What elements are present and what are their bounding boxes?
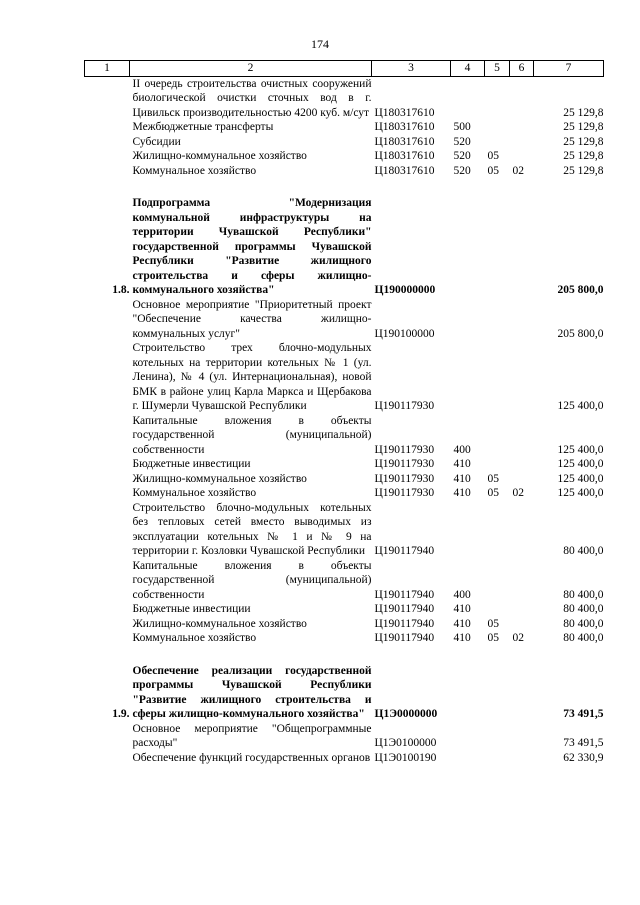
row-vr: 410 (453, 487, 471, 499)
row-name: Жилищно-коммунальное хозяйство (132, 150, 307, 162)
row-name: Коммунальное хозяйство (132, 164, 257, 177)
row-number (85, 602, 130, 617)
row-rz: 05 (487, 487, 499, 499)
row-vr: 520 (453, 150, 471, 162)
table-row (85, 457, 604, 472)
row-rz (485, 196, 510, 298)
row-number (85, 414, 130, 458)
row-vr: 410 (453, 458, 471, 470)
row-code: Ц190117940 (374, 588, 435, 601)
row-pr (510, 298, 534, 342)
row-vr (451, 664, 485, 722)
row-pr (510, 602, 534, 617)
table-header-row (85, 61, 604, 77)
row-number (85, 486, 130, 501)
row-rz (485, 664, 510, 722)
page-number: 174 (311, 37, 329, 51)
row-vr: 410 (453, 632, 471, 644)
header-cell-name: 2 (130, 61, 372, 77)
header-cell-code: 3 (372, 61, 451, 77)
row-code: Ц180317610 (374, 164, 435, 177)
row-name: Коммунальное хозяйство (132, 487, 257, 499)
row-name: Основное мероприятие "Приоритетный проект "Обеспечение качества жилищно-коммунальных услуг" (132, 298, 372, 340)
row-amount: 80 400,0 (563, 632, 604, 644)
row-pr (510, 341, 534, 414)
row-number: 1.9. (112, 708, 130, 720)
row-code: Ц180317610 (374, 106, 435, 119)
row-rz: 05 (487, 617, 499, 630)
spacer-row (85, 646, 604, 664)
row-number (85, 751, 130, 766)
row-name: Жилищно-коммунальное хозяйство (132, 472, 307, 485)
row-amount: 80 400,0 (563, 588, 604, 601)
row-code: Ц180317610 (374, 121, 435, 133)
row-number: 1.8. (112, 284, 130, 296)
row-amount: 25 129,8 (563, 150, 604, 162)
row-code: Ц180317610 (374, 150, 435, 162)
row-amount: 125 400,0 (557, 472, 604, 485)
table-row (85, 120, 604, 135)
row-name: Подпрограмма "Модернизация коммунальной инфраструктуры на территории Чувашской Республики" государственной программы Чувашской Республики "Развитие жилищного строительства и сферы жилищно-коммунального хозяйства" (132, 197, 372, 296)
row-vr: 500 (453, 121, 471, 133)
row-vr (451, 501, 485, 559)
row-code: Ц1Э0100190 (374, 751, 437, 764)
row-rz: 05 (487, 150, 499, 162)
row-name: Капитальные вложения в объекты государственной (муниципальной) собственности (132, 559, 372, 601)
row-pr (510, 722, 534, 751)
row-vr (451, 76, 485, 120)
row-number (85, 76, 130, 120)
header-cell-rz: 5 (485, 61, 510, 77)
row-amount: 80 400,0 (563, 603, 604, 615)
row-code: Ц180317610 (374, 135, 435, 148)
row-amount: 205 800,0 (557, 327, 604, 340)
row-code: Ц190117940 (374, 617, 435, 630)
row-code: Ц190117930 (374, 487, 435, 499)
row-rz (485, 501, 510, 559)
row-name: Субсидии (132, 135, 181, 148)
table-row (85, 298, 604, 342)
table-row (85, 472, 604, 487)
row-code: Ц190117940 (374, 632, 435, 644)
table-row (85, 501, 604, 559)
row-amount: 25 129,8 (563, 135, 604, 148)
row-vr: 410 (453, 603, 471, 615)
row-pr (510, 196, 534, 298)
row-number (85, 559, 130, 603)
row-rz (485, 414, 510, 458)
row-pr (510, 120, 534, 135)
row-rz (485, 341, 510, 414)
row-pr (510, 457, 534, 472)
row-vr (451, 751, 485, 766)
row-name: Жилищно-коммунальное хозяйство (132, 617, 307, 630)
row-vr: 400 (453, 443, 471, 456)
row-code: Ц1Э0000000 (374, 708, 438, 720)
row-number (85, 164, 130, 179)
row-vr: 520 (453, 135, 471, 148)
table-row (85, 664, 604, 722)
table-row (85, 559, 604, 603)
table-row (85, 341, 604, 414)
row-code: Ц190117940 (374, 545, 435, 557)
row-vr: 400 (453, 588, 471, 601)
table-row (85, 486, 604, 501)
row-name: Капитальные вложения в объекты государственной (муниципальной) собственности (132, 414, 372, 456)
row-number (85, 617, 130, 632)
row-name: Строительство трех блочно-модульных котельных на территории котельных № 1 (ул. Ленина), № 4 (ул. Интернациональная), новой БМК в районе улиц Карла Маркса и Щербакова г. Шумерли Чувашской Республики (132, 342, 372, 412)
row-rz (485, 76, 510, 120)
spacer-cell (85, 646, 604, 664)
table-body (85, 76, 604, 765)
row-code: Ц190117940 (374, 603, 435, 615)
row-number (85, 149, 130, 164)
row-amount: 125 400,0 (557, 400, 604, 412)
row-amount: 125 400,0 (557, 443, 604, 456)
row-number (85, 298, 130, 342)
row-amount: 73 491,5 (563, 708, 604, 720)
row-name: II очередь строительства очистных сооружений биологической очистки сточных вод в г. Цивильск производительностью 4200 куб. м/сут (132, 77, 372, 119)
row-pr (510, 414, 534, 458)
row-rz (485, 457, 510, 472)
row-name: Строительство блочно-модульных котельных без тепловых сетей вместо выводимых из эксплуатации котельных № 1 и № 9 на территории г. Козловки Чувашской Республики (132, 501, 372, 557)
table-row (85, 196, 604, 298)
row-number (85, 135, 130, 150)
row-vr: 410 (453, 617, 471, 630)
row-amount: 25 129,8 (563, 164, 604, 177)
row-pr (510, 751, 534, 766)
spacer-cell (85, 178, 604, 196)
row-rz (485, 298, 510, 342)
row-vr: 520 (453, 164, 471, 177)
row-code: Ц1Э0100000 (374, 737, 437, 749)
row-amount: 80 400,0 (563, 617, 604, 630)
row-number (85, 722, 130, 751)
table-row (85, 149, 604, 164)
row-name: Межбюджетные трансферты (132, 121, 274, 133)
row-code: Ц190117930 (374, 400, 435, 412)
row-rz (485, 135, 510, 150)
table-row (85, 631, 604, 646)
budget-table (84, 60, 604, 765)
row-pr (510, 135, 534, 150)
row-pr: 02 (512, 164, 524, 177)
row-pr (510, 472, 534, 487)
row-pr (510, 501, 534, 559)
row-amount: 125 400,0 (557, 458, 604, 470)
row-vr (451, 722, 485, 751)
row-pr: 02 (512, 632, 524, 644)
row-name: Основное мероприятие "Общепрограммные расходы" (132, 722, 372, 749)
header-cell-pr: 6 (510, 61, 534, 77)
table-row (85, 164, 604, 179)
header-cell-vr: 4 (451, 61, 485, 77)
row-rz (485, 722, 510, 751)
row-number (85, 501, 130, 559)
table-row (85, 722, 604, 751)
row-rz (485, 559, 510, 603)
table-row (85, 751, 604, 766)
row-vr (451, 341, 485, 414)
row-rz (485, 751, 510, 766)
row-rz (485, 602, 510, 617)
row-code: Ц190117930 (374, 443, 435, 456)
row-vr (451, 196, 485, 298)
table-row (85, 135, 604, 150)
row-amount: 205 800,0 (557, 284, 604, 296)
row-pr (510, 559, 534, 603)
row-name: Обеспечение реализации государственной программы Чувашской Республики "Развитие жилищного строительства и сферы жилищно-коммунального хозяйства" (132, 664, 372, 720)
row-pr (510, 617, 534, 632)
row-number (85, 457, 130, 472)
row-amount: 80 400,0 (563, 545, 604, 557)
row-number (85, 631, 130, 646)
row-pr: 02 (512, 487, 524, 499)
row-code: Ц190100000 (374, 327, 435, 340)
row-amount: 25 129,8 (563, 106, 604, 119)
row-rz: 05 (487, 632, 499, 644)
row-name: Бюджетные инвестиции (132, 603, 251, 615)
table-row (85, 76, 604, 120)
row-amount: 125 400,0 (557, 487, 604, 499)
header-cell-num: 1 (85, 61, 130, 77)
spacer-row (85, 178, 604, 196)
row-code: Ц190117930 (374, 472, 435, 485)
row-vr: 410 (453, 472, 471, 485)
row-vr (451, 298, 485, 342)
row-amount: 62 330,9 (563, 751, 604, 764)
row-name: Обеспечение функций государственных органов (132, 751, 371, 764)
row-rz (485, 120, 510, 135)
row-number (85, 472, 130, 487)
row-number (85, 341, 130, 414)
row-code: Ц190000000 (374, 284, 436, 296)
row-amount: 73 491,5 (563, 737, 604, 749)
row-rz: 05 (487, 164, 499, 177)
row-pr (510, 76, 534, 120)
row-number (85, 120, 130, 135)
row-amount: 25 129,8 (563, 121, 604, 133)
row-pr (510, 149, 534, 164)
header-cell-amount: 7 (534, 61, 604, 77)
row-name: Бюджетные инвестиции (132, 458, 251, 470)
table-row (85, 414, 604, 458)
row-code: Ц190117930 (374, 458, 435, 470)
row-rz: 05 (487, 472, 499, 485)
table-row (85, 617, 604, 632)
table-row (85, 602, 604, 617)
row-name: Коммунальное хозяйство (132, 632, 257, 644)
row-pr (510, 664, 534, 722)
